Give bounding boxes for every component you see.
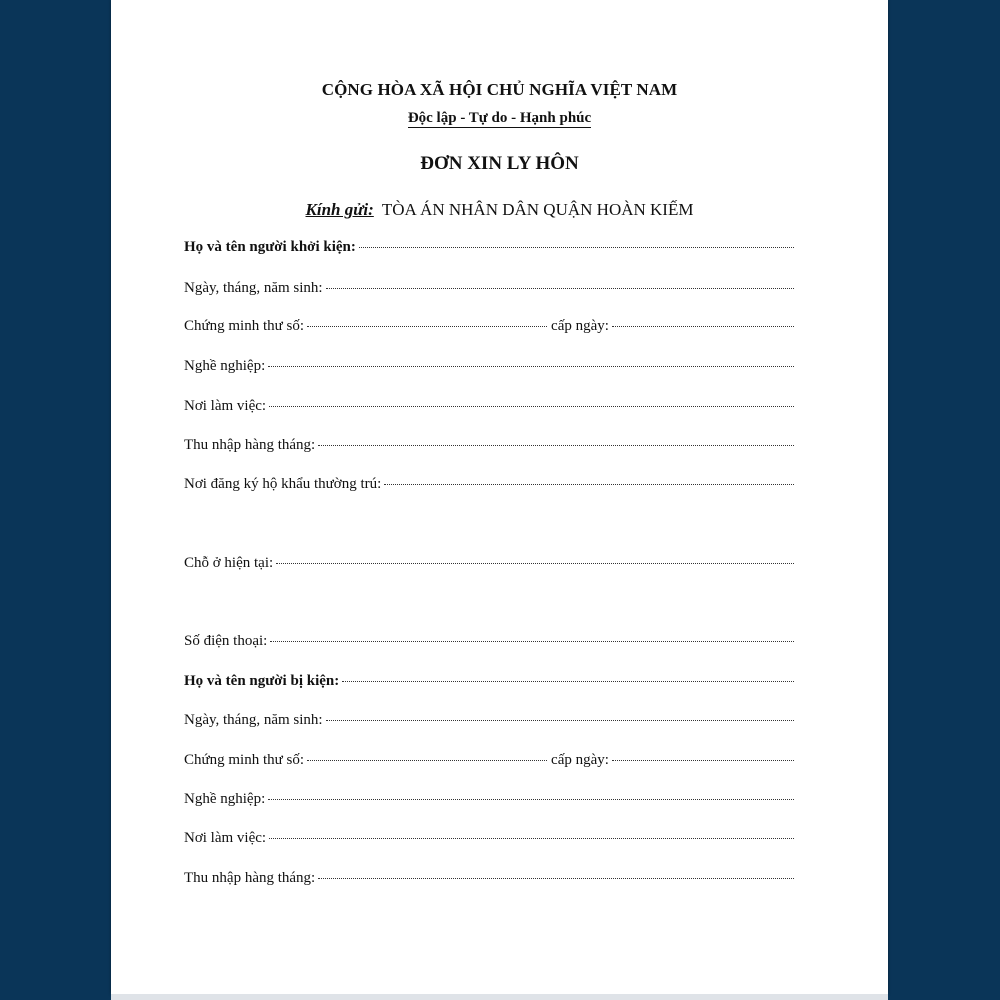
field-plaintiff-dob[interactable] — [184, 280, 794, 302]
fill-line[interactable] — [268, 799, 794, 800]
fill-line[interactable] — [359, 247, 794, 248]
field-label: Họ và tên người khởi kiện: — [184, 239, 356, 255]
fill-line[interactable] — [326, 720, 794, 721]
field-label: Chỗ ở hiện tại: — [184, 555, 274, 571]
field-label: Nơi làm việc: — [184, 398, 267, 414]
national-motto-text: Độc lập - Tự do - Hạnh phúc — [407, 110, 592, 126]
field-defendant-id[interactable] — [184, 752, 794, 774]
field-label: Nghề nghiệp: — [184, 791, 266, 807]
field-defendant-dob[interactable] — [184, 712, 794, 734]
field-label: Nơi đăng ký hộ khẩu thường trú: — [184, 476, 382, 492]
field-plaintiff-current-address-cont[interactable] — [184, 594, 794, 616]
fill-line[interactable] — [318, 445, 794, 446]
recipient-line — [111, 200, 888, 220]
field-label: Thu nhập hàng tháng: — [184, 437, 316, 453]
field-plaintiff-workplace[interactable] — [184, 398, 794, 420]
fill-line[interactable] — [318, 878, 794, 879]
field-label: Nơi làm việc: — [184, 830, 267, 846]
fill-line[interactable] — [307, 326, 547, 327]
page-bottom-edge — [111, 994, 888, 1000]
field-label: cấp ngày: — [551, 752, 609, 768]
document-title: ĐƠN XIN LY HÔN — [420, 153, 579, 174]
field-plaintiff-name[interactable] — [184, 239, 794, 261]
fill-line[interactable] — [269, 838, 794, 839]
field-label: Họ và tên người bị kiện: — [184, 673, 340, 689]
fill-line[interactable] — [276, 563, 794, 564]
fill-line[interactable] — [384, 484, 794, 485]
field-label: cấp ngày: — [551, 318, 609, 334]
field-label: Số điện thoại: — [184, 633, 268, 649]
field-label: Ngày, tháng, năm sinh: — [184, 280, 323, 296]
field-plaintiff-phone[interactable] — [184, 633, 794, 655]
fill-line[interactable] — [269, 406, 794, 407]
recipient-label: Kính gửi: — [305, 200, 374, 219]
field-defendant-job[interactable] — [184, 791, 794, 813]
field-label: Ngày, tháng, năm sinh: — [184, 712, 323, 728]
fill-line[interactable] — [612, 326, 794, 327]
field-plaintiff-income[interactable] — [184, 437, 794, 459]
field-defendant-workplace[interactable] — [184, 830, 794, 852]
field-label: Chứng minh thư số: — [184, 318, 305, 334]
national-title: CỘNG HÒA XÃ HỘI CHỦ NGHĨA VIỆT NAM — [321, 80, 678, 99]
document-page — [111, 0, 888, 994]
recipient-name: TÒA ÁN NHÂN DÂN QUẬN HOÀN KIẾM — [381, 200, 694, 219]
field-label: Thu nhập hàng tháng: — [184, 870, 316, 886]
field-defendant-name[interactable] — [184, 673, 794, 695]
field-plaintiff-job[interactable] — [184, 358, 794, 380]
field-label: Nghề nghiệp: — [184, 358, 266, 374]
fill-line[interactable] — [268, 366, 794, 367]
field-defendant-income[interactable] — [184, 870, 794, 892]
fill-line[interactable] — [612, 760, 794, 761]
field-label: Chứng minh thư số: — [184, 752, 305, 768]
field-plaintiff-id[interactable] — [184, 318, 794, 340]
national-motto — [111, 110, 888, 127]
field-plaintiff-residence[interactable] — [184, 476, 794, 498]
fill-line[interactable] — [326, 288, 794, 289]
fill-line[interactable] — [270, 641, 794, 642]
field-plaintiff-residence-cont[interactable] — [184, 516, 794, 538]
field-plaintiff-current-address[interactable] — [184, 555, 794, 577]
fill-line[interactable] — [307, 760, 547, 761]
fill-line[interactable] — [342, 681, 794, 682]
